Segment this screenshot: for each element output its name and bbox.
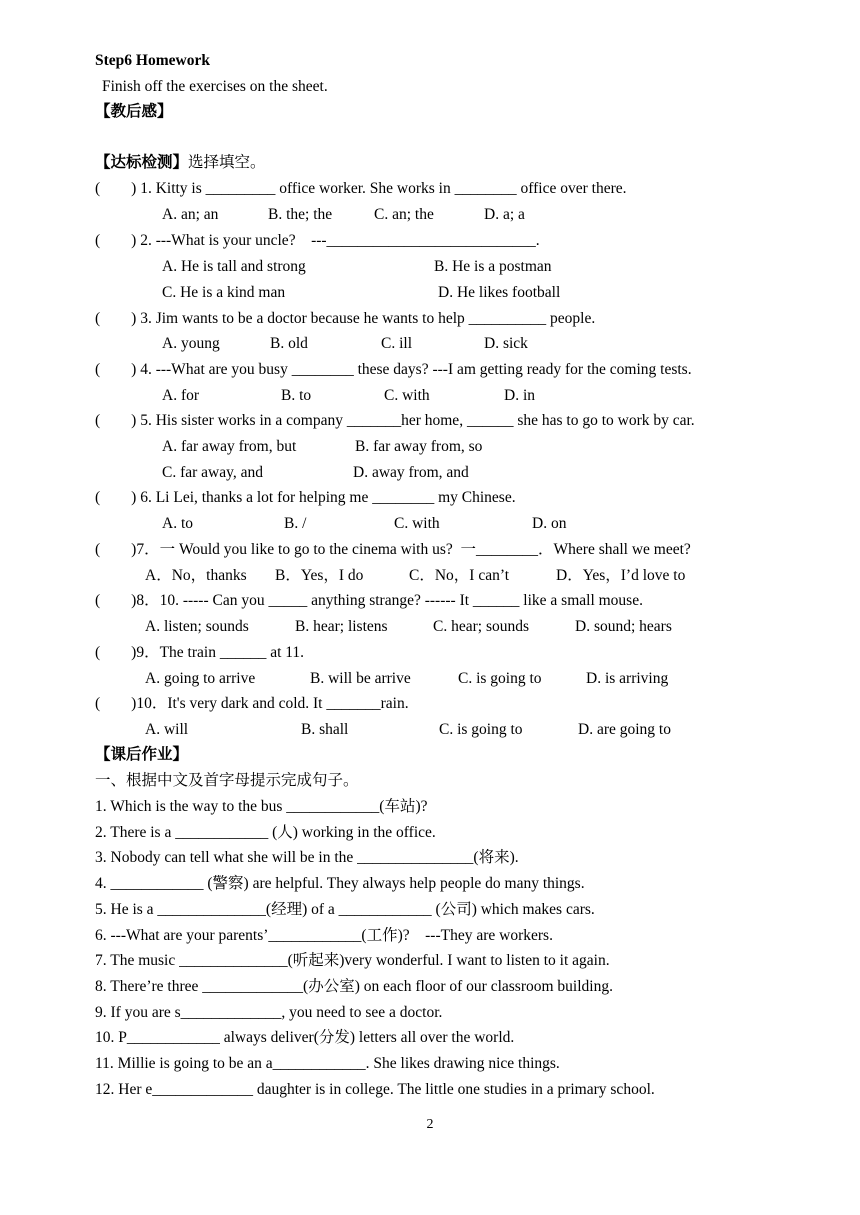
page-number: 2 bbox=[426, 1117, 434, 1132]
q7-option-a: A．No，thanks bbox=[145, 567, 247, 584]
homework-item: 3. Nobody can tell what she will be in the _______________(将来). bbox=[95, 849, 519, 866]
q9-option-c: C. is going to bbox=[458, 670, 542, 687]
question-3-stem: ( ) 3. Jim wants to be a doctor because he wants to help __________ people. bbox=[95, 310, 596, 327]
step-title: Step6 Homework bbox=[95, 52, 210, 69]
question-8-stem: ( )8．10. ----- Can you _____ anything strange? ------ It ______ like a small mouse. bbox=[95, 592, 643, 609]
q6-option-a: A. to bbox=[162, 515, 193, 532]
homework-item: 7. The music ______________(听起来)very wonderful. I want to listen to it again. bbox=[95, 952, 610, 969]
q7-option-b: B．Yes，I do bbox=[275, 567, 364, 584]
reflection-heading: 【教后感】 bbox=[95, 103, 173, 120]
homework-item: 8. There’re three _____________(办公室) on each floor of our classroom building. bbox=[95, 978, 613, 995]
q5-option-d: D. away from, and bbox=[353, 464, 469, 481]
q2-option-b: B. He is a postman bbox=[434, 258, 552, 275]
question-9-stem: ( )9．The train ______ at 11. bbox=[95, 644, 305, 661]
q5-option-b: B. far away from, so bbox=[355, 438, 483, 455]
check-heading: 【达标检测】 bbox=[95, 154, 189, 171]
homework-item: 4. ____________ (警察) are helpful. They always help people do many things. bbox=[95, 875, 585, 892]
q9-option-d: D. is arriving bbox=[586, 670, 669, 687]
q2-option-c: C. He is a kind man bbox=[162, 284, 286, 301]
question-2-stem: ( ) 2. ---What is your uncle? ---___________________________. bbox=[95, 232, 540, 249]
q1-option-c: C. an; the bbox=[374, 206, 434, 223]
homework-item: 2. There is a ____________ (人) working in the office. bbox=[95, 824, 436, 841]
homework-item: 1. Which is the way to the bus ____________(车站)? bbox=[95, 798, 428, 815]
q10-option-c: C. is going to bbox=[439, 721, 523, 738]
q3-option-d: D. sick bbox=[484, 335, 528, 352]
question-1-stem: ( ) 1. Kitty is _________ office worker. She works in ________ office over there. bbox=[95, 180, 627, 197]
q3-option-a: A. young bbox=[162, 335, 220, 352]
question-4-stem: ( ) 4. ---What are you busy ________ these days? ---I am getting ready for the coming tests. bbox=[95, 361, 692, 378]
q9-option-b: B. will be arrive bbox=[310, 670, 411, 687]
q7-option-d: D．Yes，I’d love to bbox=[556, 567, 686, 584]
q5-option-c: C. far away, and bbox=[162, 464, 263, 481]
q10-option-a: A. will bbox=[145, 721, 189, 738]
q4-option-b: B. to bbox=[281, 387, 312, 404]
homework-section-title: 一、根据中文及首字母提示完成句子。 bbox=[95, 772, 359, 789]
q2-option-d: D. He likes football bbox=[438, 284, 561, 301]
homework-item: 10. P____________ always deliver(分发) letters all over the world. bbox=[95, 1029, 515, 1046]
q8-option-c: C. hear; sounds bbox=[433, 618, 530, 635]
q2-option-a: A. He is tall and strong bbox=[162, 258, 306, 275]
q8-option-b: B. hear; listens bbox=[295, 618, 388, 635]
q1-option-d: D. a; a bbox=[484, 206, 525, 223]
question-6-stem: ( ) 6. Li Lei, thanks a lot for helping me ________ my Chinese. bbox=[95, 489, 516, 506]
check-instruction: 选择填空。 bbox=[188, 154, 266, 171]
q1-option-a: A. an; an bbox=[162, 206, 219, 223]
q6-option-c: C. with bbox=[394, 515, 440, 532]
question-7-stem: ( )7．一 Would you like to go to the cinema with us? 一________．Where shall we meet? bbox=[95, 541, 691, 558]
question-5-stem: ( ) 5. His sister works in a company _______her home, ______ she has to go to work by car. bbox=[95, 412, 695, 429]
q1-option-b: B. the; the bbox=[268, 206, 333, 223]
homework-item: 11. Millie is going to be an a____________. She likes drawing nice things. bbox=[95, 1055, 560, 1072]
q10-option-d: D. are going to bbox=[578, 721, 671, 738]
homework-item: 5. He is a ______________(经理) of a ____________ (公司) which makes cars. bbox=[95, 901, 595, 918]
q8-option-d: D. sound; hears bbox=[575, 618, 672, 635]
q8-option-a: A. listen; sounds bbox=[145, 618, 249, 635]
q3-option-c: C. ill bbox=[381, 335, 413, 352]
q4-option-a: A. for bbox=[162, 387, 200, 404]
q7-option-c: C．No，I can’t bbox=[409, 567, 510, 584]
q5-option-a: A. far away from, but bbox=[162, 438, 297, 455]
check-heading-line bbox=[95, 154, 266, 172]
q4-option-c: C. with bbox=[384, 387, 430, 404]
homework-item: 6. ---What are your parents’____________(工作)? ---They are workers. bbox=[95, 927, 553, 944]
step-text: Finish off the exercises on the sheet. bbox=[102, 78, 328, 95]
q4-option-d: D. in bbox=[504, 387, 535, 404]
q6-option-b: B. / bbox=[284, 515, 307, 532]
q3-option-b: B. old bbox=[270, 335, 308, 352]
q9-option-a: A. going to arrive bbox=[145, 670, 256, 687]
question-10-stem: ( )10．It's very dark and cold. It _______rain. bbox=[95, 695, 409, 712]
homework-item: 12. Her e_____________ daughter is in college. The little one studies in a primary school. bbox=[95, 1081, 655, 1098]
q6-option-d: D. on bbox=[532, 515, 567, 532]
homework-heading: 【课后作业】 bbox=[95, 746, 189, 763]
q10-option-b: B. shall bbox=[301, 721, 349, 738]
homework-item: 9. If you are s_____________, you need to see a doctor. bbox=[95, 1004, 443, 1021]
